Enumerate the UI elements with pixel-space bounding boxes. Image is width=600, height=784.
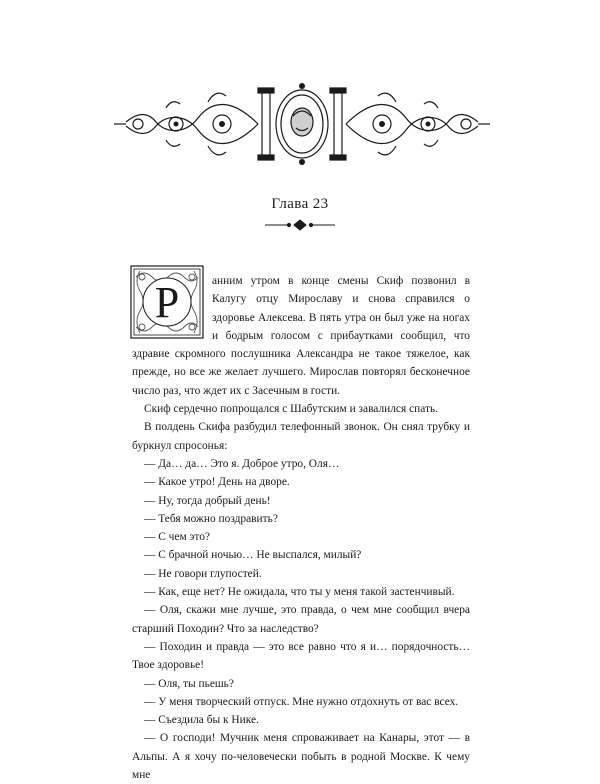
dialogue-line: — О господи! Мучник меня спроваживает на Канары, этот — в Альпы. А я хочу по-человечески побыть в родной Москве. К чему мне (132, 732, 470, 782)
dialogue-line: — У меня творческий отпуск. Мне нужно отдохнуть от вас всех. (144, 695, 459, 708)
paragraph: Скиф сердечно попрощался с Шабутским и завалился спать. (144, 403, 439, 416)
dialogue-line: — Ну, тогда добрый день! (144, 494, 271, 507)
paragraph: анним утром в конце смены Скиф позвонил в Калугу отцу Мирославу и снова справился о здоровье Алексева. В пять утра он был уже на ногах и бодрым голосом с прибаутками сообщил, что здравие скромного послушника Александра не такое тяжелое, как прежде, но все же желает лучшего. Мирослав повторял бесконечное число раз, что ждет их с Засечным в гости. (132, 275, 470, 397)
chapter-title: Глава 23 (271, 196, 329, 212)
dialogue-line: — Не говори глупостей. (144, 567, 262, 580)
dialogue-line: — Съездила бы к Нике. (144, 714, 259, 727)
dialogue-line: — Оля, скажи мне лучше, это правда, о чем мне сообщил вчера старший Походин? Что за наследство? (132, 604, 470, 635)
dialogue-line: — Какое утро! День на дворе. (144, 476, 290, 489)
dialogue-line: — С чем это? (144, 531, 210, 544)
dialogue-line: — С брачной ночью… Не выспался, милый? (144, 549, 362, 562)
dialogue-line: — Как, еще нет? Не ожидала, что ты у меня такой застенчивый. (144, 586, 455, 599)
dropcap-letter: Р (154, 278, 180, 327)
ornamental-headpiece (112, 78, 492, 170)
dialogue-line: — Да… да… Это я. Доброе утро, Оля… (144, 457, 340, 470)
chapter-text (132, 272, 470, 784)
dialogue-line: — Тебя можно поздравить? (144, 512, 278, 525)
decorative-divider (265, 219, 335, 231)
paragraph: В полдень Скифа разбудил телефонный звонок. Он снял трубку и буркнул спросонья: (132, 421, 470, 452)
dropcap (130, 265, 204, 339)
dialogue-line: — Походин и правда — это все равно что я и… порядочность… Твое здоровье! (132, 640, 470, 672)
dialogue-line: — Оля, ты пьешь? (144, 677, 234, 690)
